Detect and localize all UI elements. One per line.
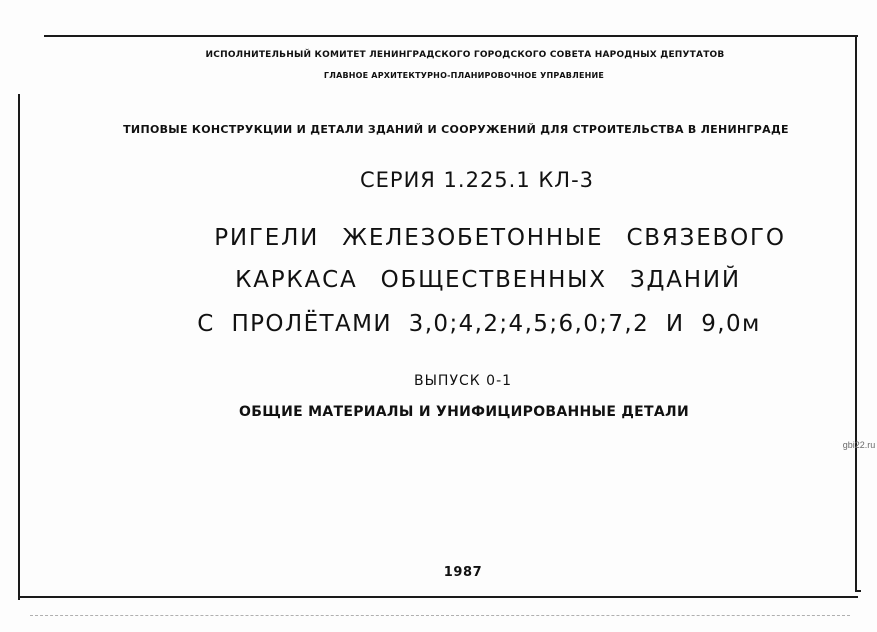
- document-title-line-2: КАРКАСА ОБЩЕСТВЕННЫХ ЗДАНИЙ: [235, 267, 741, 293]
- publication-year: 1987: [443, 565, 483, 580]
- frame-left-line: [18, 94, 20, 600]
- collection-subtitle: ТИПОВЫЕ КОНСТРУКЦИИ И ДЕТАЛИ ЗДАНИЙ И СООРУЖЕНИЙ ДЛЯ СТРОИТЕЛЬСТВА В ЛЕНИНГРАДЕ: [123, 123, 789, 136]
- series-number: СЕРИЯ 1.225.1 КЛ-3: [359, 168, 595, 192]
- document-title-line-1: РИГЕЛИ ЖЕЛЕЗОБЕТОННЫЕ СВЯЗЕВОГО: [214, 225, 786, 251]
- committee-header: ИСПОЛНИТЕЛЬНЫЙ КОМИТЕТ ЛЕНИНГРАДСКОГО ГОРОДСКОГО СОВЕТА НАРОДНЫХ ДЕПУТАТОВ: [205, 50, 725, 60]
- frame-bottom-line: [20, 596, 858, 598]
- document-title-line-3: С ПРОЛЁТАМИ 3,0;4,2;4,5;6,0;7,2 И 9,0м: [197, 311, 761, 337]
- frame-right-line: [855, 36, 857, 592]
- issue-number: ВЫПУСК 0-1: [413, 373, 513, 389]
- frame-top-line: [44, 35, 858, 37]
- scan-edge-line: [30, 615, 850, 616]
- watermark: gbi22.ru: [842, 440, 876, 450]
- department-header: ГЛАВНОЕ АРХИТЕКТУРНО-ПЛАНИРОВОЧНОЕ УПРАВЛЕНИЕ: [323, 71, 605, 80]
- frame-corner-tick: [855, 590, 861, 592]
- issue-subtitle: ОБЩИЕ МАТЕРИАЛЫ И УНИФИЦИРОВАННЫЕ ДЕТАЛИ: [239, 404, 689, 420]
